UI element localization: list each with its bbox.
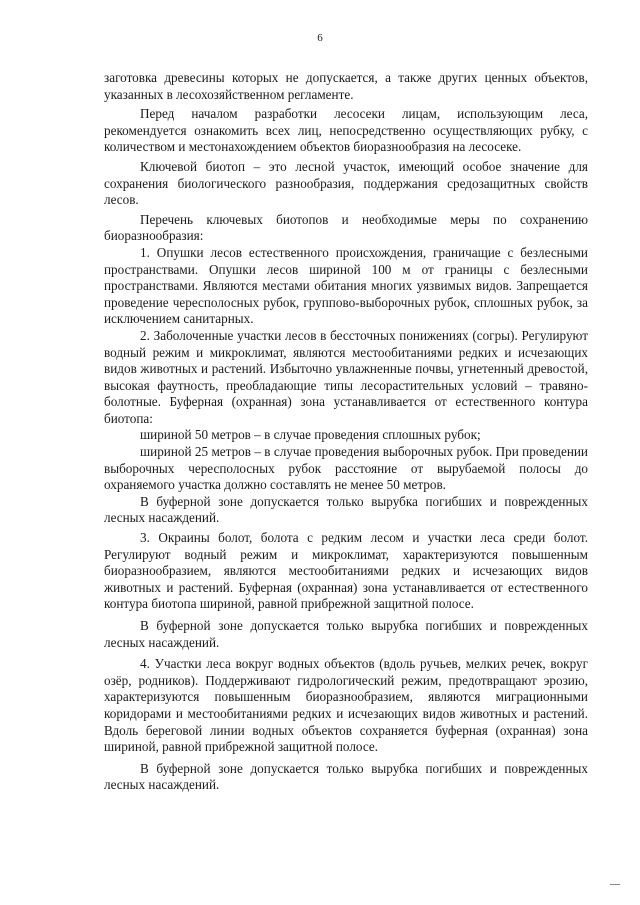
list-item-bog-edges: 3. Окраины болот, болота с редким лесом и участки леса среди болот. Регулируют водный режим и микроклимат, характеризуются повышенным биоразнообразием, являются местообитаниями редких и исчезающих видов животных и растений. Буферная (охранная) зона устанавливается от естественного контура биотопа шириной, равной прибрежной защитной полосе.: [104, 530, 588, 612]
page-number: 6: [317, 32, 323, 44]
paragraph-key-biotope-definition: Ключевой биотоп – это лесной участок, имеющий особое значение для сохранения биологического разнообразия, поддержания средозащитных свойств лесов.: [104, 158, 588, 208]
list-item-swamped-forests: 2. Заболоченные участки лесов в бессточных понижениях (согры). Регулируют водный режим и микроклимат, являются местообитаниями редких и исчезающих видов животных и растений. Избыточно увлажненные почвы, угнетенный древостой, высокая фаутность, преобладающие типы лесорастительных условий – травяно-болотные. Буферная (охранная) зона устанавливается от естественного контура биотопа:: [104, 327, 588, 426]
buffer-zone-rule: В буферной зоне допускается только вырубка погибших и поврежденных лесных насаждений.: [104, 618, 588, 650]
document-body: [104, 70, 588, 794]
paragraph-before-felling: Перед началом разработки лесосеки лицам, использующим леса, рекомендуется ознакомить всех лиц, непосредственно осуществляющих рубку, с количеством и местонахождением объектов биоразнообразия на лесосеке.: [104, 106, 588, 155]
scan-mark: [610, 884, 620, 885]
list-item-forest-edges: 1. Опушки лесов естественного происхождения, граничащие с безлесными пространствами. Опушки лесов шириной 100 м от границы с безлесными пространствами. Являются местами обитания многих уязвимых видов. Запрещается проведение чересполосных рубок, группово-выборочных рубок, сплошных рубок, за исключением санитарных.: [104, 244, 588, 327]
buffer-width-selective-cut: шириной 25 метров – в случае проведения выборочных рубок. При проведении выборочных чересполосных рубок расстояние от вырубаемой полосы до охраняемого участка должно составлять не менее 50 метров.: [104, 444, 588, 493]
paragraph-biotope-list-intro: Перечень ключевых биотопов и необходимые меры по сохранению биоразнообразия:: [104, 211, 588, 244]
buffer-zone-rule: В буферной зоне допускается только вырубка погибших и поврежденных лесных насаждений.: [104, 493, 588, 526]
list-item-water-bodies: 4. Участки леса вокруг водных объектов (вдоль ручьев, мелких речек, вокруг озёр, родников). Поддерживают гидрологический режим, предотвращают эрозию, характеризуются повышенным биоразнообразием, являются миграционными коридорами и местообитаниями редких и исчезающих видов животных и растений. Вдоль береговой линии водных объектов сохраняется буферная (охранная) зона шириной, равной прибрежной защитной полосе.: [104, 656, 588, 755]
paragraph-continuation: заготовка древесины которых не допускается, а также других ценных объектов, указанных в лесохозяйственном регламенте.: [104, 70, 588, 102]
buffer-zone-rule: В буферной зоне допускается только вырубка погибших и поврежденных лесных насаждений.: [104, 760, 588, 793]
buffer-width-clear-cut: шириной 50 метров – в случае проведения сплошных рубок;: [140, 427, 481, 443]
